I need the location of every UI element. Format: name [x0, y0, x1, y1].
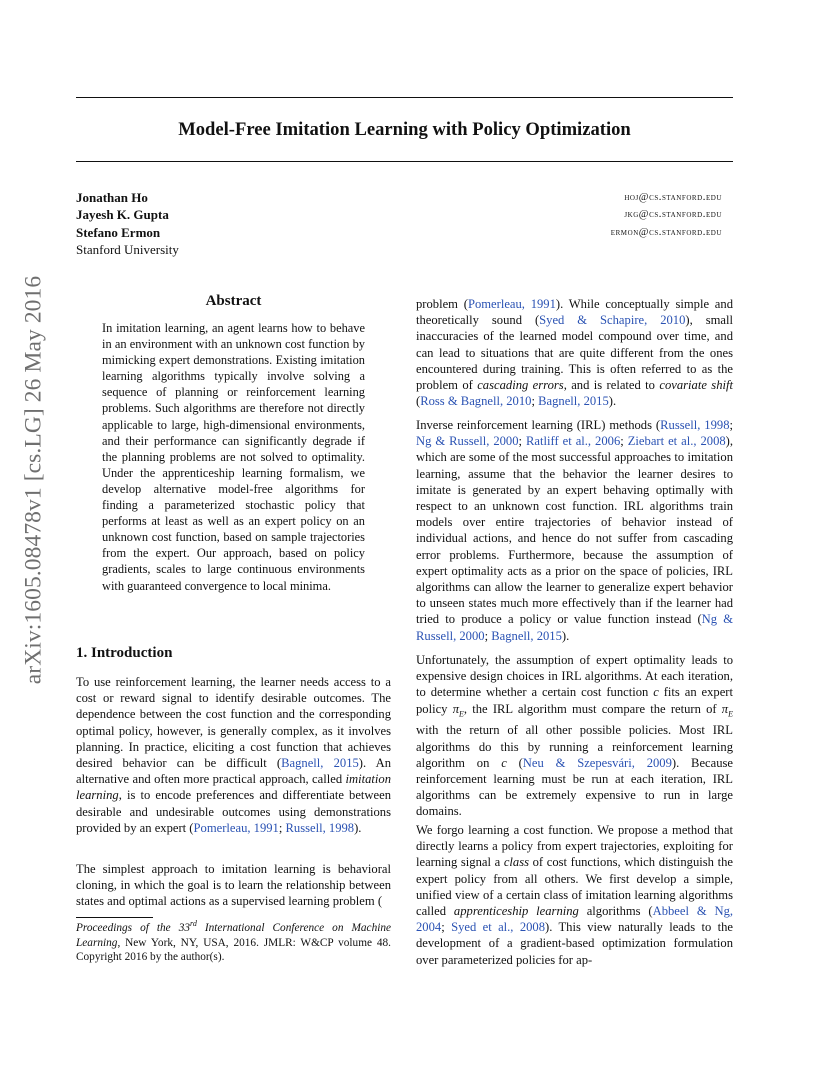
section-heading-introduction: 1. Introduction	[76, 645, 173, 661]
author-row	[76, 224, 733, 241]
author-row	[76, 206, 733, 223]
citation-link[interactable]: Bagnell, 2015	[491, 628, 562, 643]
abstract-body	[102, 320, 365, 594]
footnote: Proceedings of the 33rd International Conference on Machine Learning, New York, NY, USA, 2016. JMLR: W&CP volume 48. Copyright 2016 by the author(s).	[76, 919, 392, 964]
paper-title: Model-Free Imitation Learning with Policy Optimization	[178, 119, 631, 140]
citation-link[interactable]: Ross & Bagnell, 2010	[420, 394, 532, 409]
arxiv-identifier: arXiv:1605.08478v1 [cs.LG] 26 May 2016	[20, 275, 47, 685]
author-block	[76, 189, 733, 258]
affiliation-row	[76, 241, 733, 258]
left-column-body-2	[76, 861, 391, 910]
intro-paragraph-3: Inverse reinforcement learning (IRL) methods (Russell, 1998; Ng & Russell, 2000; Ratliff et al., 2006; Ziebart et al., 2008), which are some of the most successful approaches to imitation learning, assume that the behavior the learner desires to imitate is generated by an expert behaving optimally with respect to an unknown cost function. IRL algorithms train models over entire trajectories of behavior instead of individual actions, and hence do not suffer from cascading error problems. Furthermore, because the assumption of expert optimality acts as a prior on the space of policies, IRL algorithms can allow the learner to generalize expert behavior to unseen states much more effectively than if the learner had tried to produce a policy or value function instead (Ng & Russell, 2000; Bagnell, 2015).	[416, 418, 734, 643]
author-name: Jonathan Ho	[76, 190, 148, 205]
citation-link[interactable]: Bagnell, 2015	[281, 756, 359, 771]
author-email: hoj@cs.stanford.edu	[624, 192, 722, 203]
citation-link[interactable]: Neu & Szepesvári, 2009	[522, 755, 672, 770]
citation-link[interactable]: Pomerleau, 1991	[193, 820, 279, 835]
intro-paragraph-4: Unfortunately, the assumption of expert optimality leads to expensive design choices in IRL algorithms. At each iteration, to determine whether a certain cost function c fits an expert policy $\pi_E$, the IRL algorithm must compare the return of $\pi_E$ with the return of all other possible policies. Most IRL algorithms do this by running a reinforcement learning algorithm on c (Neu & Szepesvári, 2009). Because reinforcement learning must be run at each iteration, IRL algorithms can be extremely expensive to run in large domains.	[416, 653, 734, 819]
author-email: ermon@cs.stanford.edu	[610, 226, 722, 238]
abstract-text: In imitation learning, an agent learns how to behave in an environment with an unknown cost function by mimicking expert demonstrations. Existing imitation learning algorithms typically involve solving a sequence of planning or reinforcement learning problems. Such algorithms are therefore not directly applicable to large, high-dimensional environments, and their performance can significantly degrade if the planning problems are not solved to optimality. Under the apprenticeship learning formalism, we develop alternative model-free algorithms for finding a parameterized stochastic policy that performs at least as well as an expert policy on an unknown cost function, based on sample trajectories from the expert. Our approach, based on policy gradients, scales to large continuous environments with guaranteed convergence to local minima.	[102, 321, 365, 593]
citation-link[interactable]: Syed & Schapire, 2010	[539, 313, 686, 328]
author-email: jkg@cs.stanford.edu	[624, 209, 722, 221]
author-name: Stefano Ermon	[76, 224, 161, 240]
intro-paragraph-2-start: The simplest approach to imitation learning is behavioral cloning, in which the goal is to learn the relationship between states and optimal actions as a supervised learning problem (	[76, 862, 391, 909]
title-top-rule	[76, 97, 733, 98]
intro-paragraph-1: To use reinforcement learning, the learner needs access to a cost or reward signal to identify desirable outcomes. The dependence between the cost function and the corresponding optimal policy, however, is generally complex, as it involves planning. In practice, eliciting a cost function that achieves desired behavior can be difficult (Bagnell, 2015). An alternative and often more practical approach, called imitation learning, is to encode preferences and differentiate between desirable and undesirable outcomes using demonstrations provided by an expert (Pomerleau, 1991; Russell, 1998).	[76, 675, 391, 835]
citation-link[interactable]: Ng & Russell, 2000	[416, 612, 733, 643]
citation-link[interactable]: Russell, 1998	[285, 820, 355, 835]
footnote-rule	[76, 917, 153, 918]
author-row	[76, 189, 733, 206]
citation-link[interactable]: Pomerleau, 1991	[467, 297, 556, 311]
citation-link[interactable]: Ng & Russell, 2000	[416, 434, 519, 449]
citation-link[interactable]: Russell, 1998	[660, 418, 730, 432]
intro-paragraph-2-continued: problem (Pomerleau, 1991). While conceptually simple and theoretically sound (Syed & Schapire, 2010), small inaccuracies of the learned model compound over time, and can lead to situations that are quite different from the ones encountered during training. This is often referred to as the problem of cascading errors, and is related to covariate shift (Ross & Bagnell, 2010; Bagnell, 2015).	[416, 297, 733, 409]
abstract-heading: Abstract	[205, 293, 262, 309]
author-name: Jayesh K. Gupta	[76, 207, 169, 223]
left-column-body	[76, 674, 391, 836]
right-column-body-2	[416, 417, 733, 644]
author-affiliation: Stanford University	[76, 241, 179, 257]
citation-link[interactable]: Syed et al., 2008	[451, 920, 546, 935]
right-column-body	[416, 296, 733, 409]
citation-link[interactable]: Ziebart et al., 2008	[627, 434, 726, 449]
title-bottom-rule	[76, 161, 733, 162]
right-column-body-3	[416, 652, 733, 820]
citation-link[interactable]: Ratliff et al., 2006	[526, 434, 621, 449]
right-column-body-4	[416, 822, 733, 968]
intro-paragraph-5: We forgo learning a cost function. We propose a method that directly learns a policy from expert trajectories, exploiting for learning signal a class of cost functions, which distinguish the expert policy from all others. We first develop a simple, unified view of a certain class of imitation learning algorithms called apprenticeship learning algorithms (Abbeel & Ng, 2004; Syed et al., 2008). This view naturally leads to the development of a gradient-based optimization formulation over parameterized policies for ap-	[416, 823, 734, 967]
citation-link[interactable]: Bagnell, 2015	[538, 394, 609, 409]
citation-link[interactable]: Abbeel & Ng, 2004	[416, 904, 734, 935]
